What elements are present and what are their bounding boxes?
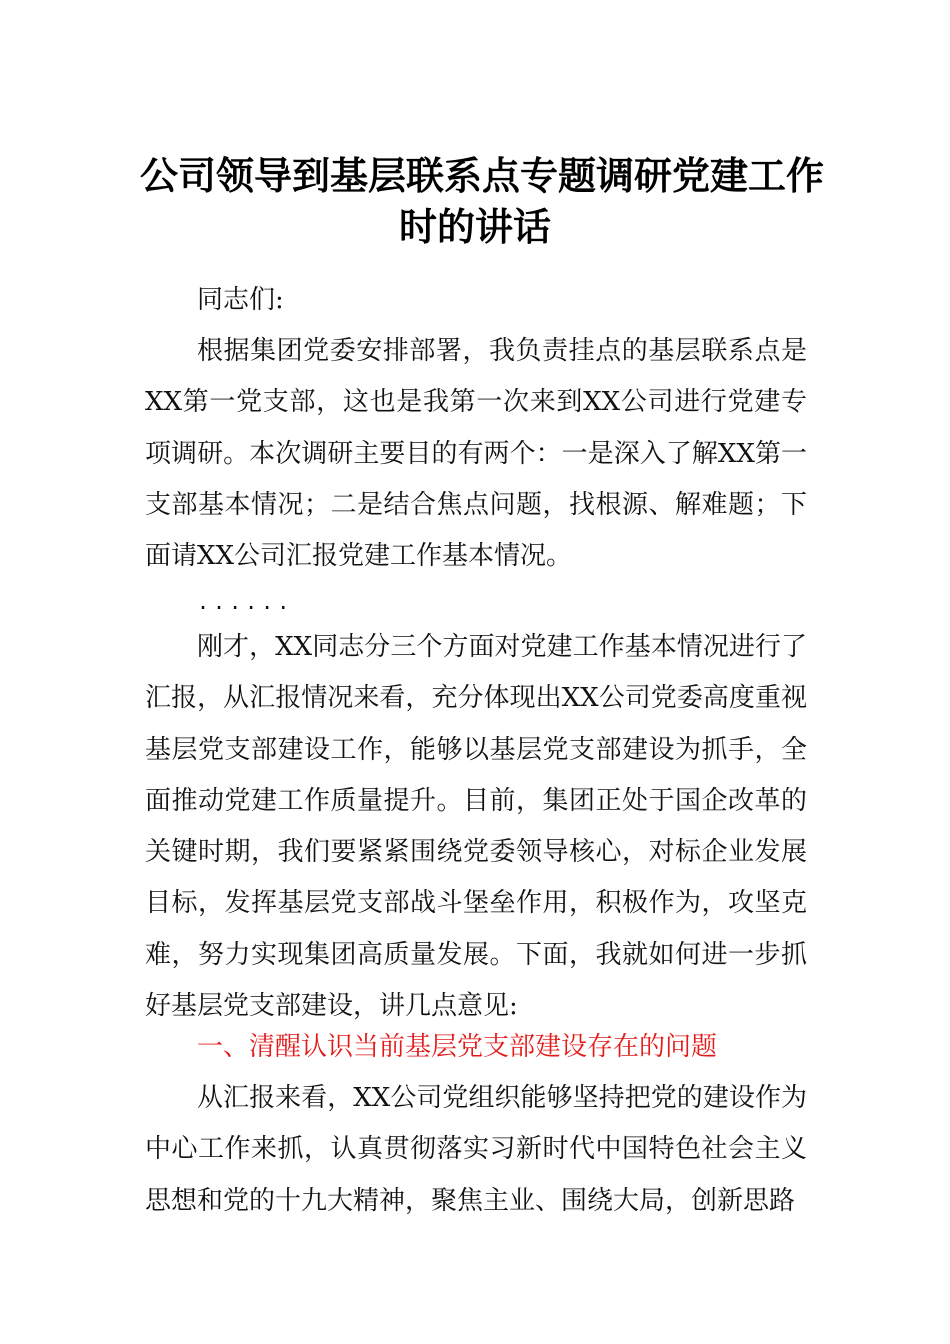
document-title-line-1: 公司领导到基层联系点专题调研党建工作 (140, 153, 825, 198)
document-title-line-2: 时的讲话 (398, 204, 551, 249)
ellipsis-marker: ...... (197, 590, 294, 614)
salutation: 同志们: (197, 285, 284, 315)
paragraph-2: 刚才，XX同志分三个方面对党建工作基本情况进行了汇报，从汇报情况来看，充分体现出XX公司党委高度重视基层党支部建设工作，能够以基层党支部建设为抓手，全面推动党建工作质量提升。目前，集团正处于国企改革的关键时期，我们要紧紧围绕党委领导核心，对标企业发展目标，发挥基层党支部战斗堡垒作用，积极作为，攻坚克难，努力实现集团高质量发展。下面，我就如何进一步抓好基层党支部建设，讲几点意见: (145, 632, 807, 1022)
paragraph-1: 根据集团党委安排部署，我负责挂点的基层联系点是XX第一党支部，这也是我第一次来到XX公司进行党建专项调研。本次调研主要目的有两个：一是深入了解XX第一支部基本情况；二是结合焦点问题，找根源、解难题；下面请XX公司汇报党建工作基本情况。 (145, 336, 807, 572)
paragraph-3: 从汇报来看，XX公司党组织能够坚持把党的建设作为中心工作来抓，认真贯彻落实习新时代中国特色社会主义思想和党的十九大精神，聚焦主业、围绕大局，创新思路 (145, 1083, 807, 1216)
section-1-heading: 一、清醒认识当前基层党支部建设存在的问题 (197, 1032, 718, 1062)
